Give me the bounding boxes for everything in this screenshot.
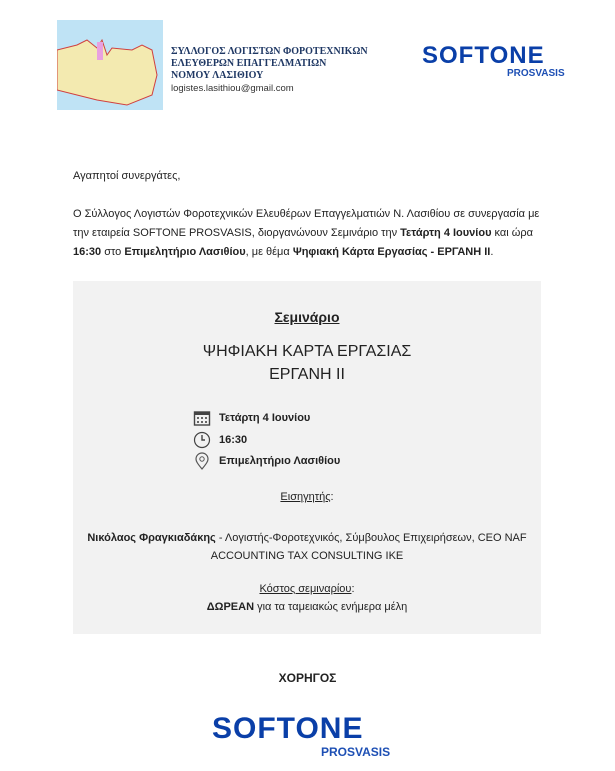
sponsor-softone-logo: SOFTONE [212,712,364,745]
org-email[interactable]: logistes.lasithiou@gmail.com [171,83,294,94]
text: Ο Σύλλογος Λογιστών Φοροτεχνικών Ελευθέρων Επαγγελματιών Ν. Λασιθίου σε συνεργασία με την εταιρεία SOFTONE PROSVASIS, διοργανώνουν Σεμινάριο την [73,208,540,239]
cost-info [73,601,541,613]
place-row [193,452,340,470]
topic: Ψηφιακή Κάρτα Εργασίας - ΕΡΓΑΝΗ ΙΙ [292,246,491,258]
label: Εισηγητής [280,491,331,503]
crete-map-image [57,20,163,110]
softone-logo: SOFTONE [422,42,545,69]
org-line: ΣΥΛΛΟΓΟΣ ΛΟΓΙΣΤΩΝ ΦΟΡΟΤΕΧΝΙΚΩΝ [171,46,368,57]
speaker-info [73,529,541,565]
time-row [193,431,247,449]
intro-paragraph [73,205,543,262]
seminar-place: Επιμελητήριο Λασιθίου [219,455,341,467]
text: και ώρα [491,227,533,239]
prosvasis-logo-text: PROSVASIS [507,68,565,79]
seminar-heading: Σεμινάριο [274,309,340,325]
sponsor-label: ΧΟΡΗΓΟΣ [278,671,337,685]
seminar-title-2: ΕΡΓΑΝΗ ΙΙ [269,366,345,383]
sponsor-prosvasis-text: PROSVASIS [321,745,391,759]
clock-icon [193,431,211,449]
colon: : [351,583,355,595]
seminar-time: 16:30 [219,434,248,446]
cost-desc: για τα ταμειακώς ενήμερα μέλη [254,601,408,613]
org-line: ΝΟΜΟΥ ΛΑΣΙΘΙΟΥ [171,70,264,81]
location-pin-icon [193,452,211,470]
org-line: ΕΛΕΥΘΕΡΩΝ ΕΠΑΓΓΕΛΜΑΤΙΩΝ [171,58,327,69]
speaker-label [73,491,541,503]
seminar-title-1: ΨΗΦΙΑΚΗ ΚΑΡΤΑ ΕΡΓΑΣΙΑΣ [202,343,412,360]
cost-label [73,583,541,595]
text: , με θέμα [245,246,293,258]
colon: : [330,491,334,503]
greeting: Αγαπητοί συνεργάτες, [73,170,181,182]
seminar-date: Τετάρτη 4 Ιουνίου [219,412,311,424]
seminar-panel [73,281,541,634]
text: . [490,246,494,258]
time: 16:30 [73,246,102,258]
date-row [193,409,310,427]
label: Κόστος σεμιναρίου [259,583,352,595]
speaker-desc: - Λογιστής-Φοροτεχνικός, Σύμβουλος Επιχειρήσεων, CEO NAF [215,532,527,544]
cost-free: ΔΩΡΕΑΝ [206,601,255,613]
text: στο [101,246,125,258]
date: Τετάρτη 4 Ιουνίου [400,227,492,239]
organization-name [171,46,368,82]
speaker-name: Νικόλαος Φραγκιαδάκης [87,532,216,544]
speaker-desc-2: ACCOUNTING TAX CONSULTING IKE [210,550,404,562]
calendar-icon [193,409,211,427]
place: Επιμελητήριο Λασιθίου [124,246,246,258]
